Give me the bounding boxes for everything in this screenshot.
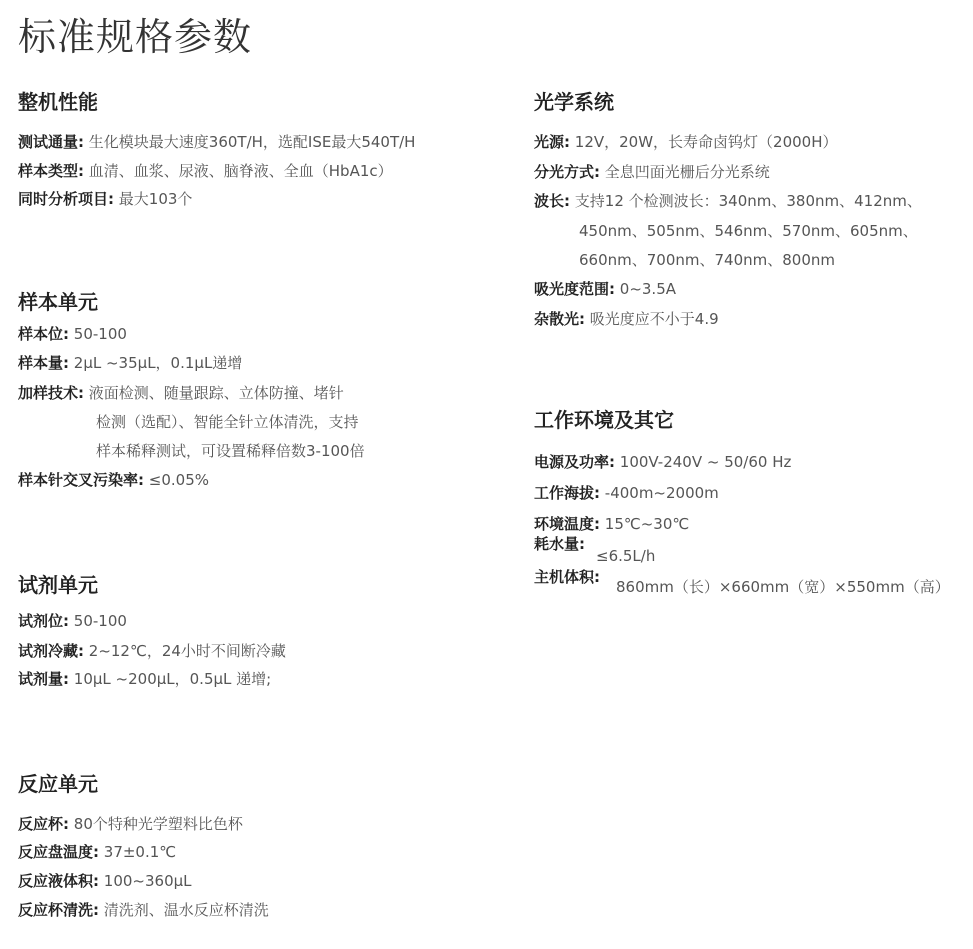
spec-key: 吸光度范围: (534, 280, 615, 298)
section-reagent (18, 571, 488, 691)
spec-key: 样本类型: (18, 162, 84, 180)
spec-value: 最大103个 (118, 190, 193, 208)
spec-key: 光源: (534, 133, 570, 151)
spec-row-pipetting-tech (18, 382, 344, 404)
spec-key: 测试通量: (18, 133, 84, 151)
spec-value: 吸光度应不小于4.9 (589, 310, 719, 328)
spec-row-altitude (534, 482, 719, 504)
spec-value: 生化模块最大速度360T/H，选配ISE最大540T/H (88, 133, 416, 151)
spec-key: 工作海拔: (534, 484, 600, 502)
spec-dimensions-value: 860mm（长）×660mm（宽）×550mm（高） (616, 578, 950, 596)
spec-key: 主机体积: (534, 568, 600, 586)
spec-key: 电源及功率: (534, 453, 615, 471)
section-title: 试剂单元 (18, 573, 98, 597)
section-environment (534, 406, 970, 606)
spec-value: 清洗剂、温水反应杯清洗 (103, 901, 269, 919)
spec-row-sample-types (18, 160, 393, 182)
section-reaction (18, 770, 488, 930)
spec-water-consumption-value: ≤6.5L/h (596, 547, 656, 565)
spec-value: 液面检测、随量跟踪、立体防撞、堵针 (88, 384, 344, 402)
section-title: 整机性能 (18, 90, 98, 114)
spec-key: 反应盘温度: (18, 843, 99, 861)
spec-value: 血清、血浆、尿液、脑脊液、全血（HbA1c） (88, 162, 393, 180)
spec-value: 0~3.5A (619, 280, 677, 298)
spec-key: 试剂位: (18, 612, 69, 630)
spec-key: 环境温度: (534, 515, 600, 533)
spec-value: 15℃~30℃ (604, 515, 690, 533)
spec-row-sample-positions (18, 323, 127, 345)
spec-row-power (534, 451, 791, 473)
section-optics (534, 88, 954, 338)
spec-key: 耗水量: (534, 535, 585, 553)
spec-value: ≤0.05% (148, 471, 210, 489)
spec-continuation: 450nm、505nm、546nm、570nm、605nm、 (579, 222, 918, 240)
spec-row-water-consumption-key (534, 533, 585, 555)
spec-value: -400m~2000m (604, 484, 719, 502)
section-title: 工作环境及其它 (534, 408, 674, 432)
spec-value: 2~12℃，24小时不间断冷藏 (88, 642, 286, 660)
spec-value: 37±0.1℃ (103, 843, 177, 861)
spec-row-reagent-volume (18, 668, 271, 690)
spec-row-reagent-cooling (18, 640, 286, 662)
section-title: 反应单元 (18, 772, 98, 796)
spec-continuation: 样本稀释测试，可设置稀释倍数3-100倍 (96, 442, 365, 460)
spec-row-disk-temperature (18, 841, 176, 863)
section-title: 样本单元 (18, 290, 98, 314)
spec-key: 试剂量: (18, 670, 69, 688)
spec-row-ambient-temperature (534, 513, 689, 535)
spec-continuation: 检测（选配）、智能全针立体清洗，支持 (96, 413, 359, 431)
spec-value: 80个特种光学塑料比色杯 (73, 815, 243, 833)
spec-row-absorbance-range (534, 278, 676, 300)
spec-value: 2μL ~35μL，0.1μL递增 (73, 354, 243, 372)
spec-row-reaction-volume (18, 870, 192, 892)
spec-row-dimensions-key (534, 566, 600, 588)
spec-row-stray-light (534, 308, 719, 330)
spec-row-spectral-method (534, 161, 770, 183)
spec-row-cuvette (18, 813, 243, 835)
spec-row-sample-volume (18, 352, 242, 374)
spec-row-wavelength (534, 190, 922, 212)
spec-key: 波长: (534, 192, 570, 210)
spec-row-concurrent-items (18, 188, 192, 210)
spec-value: 支持12 个检测波长：340nm、380nm、412nm、 (574, 192, 922, 210)
spec-value: 全息凹面光栅后分光系统 (604, 163, 770, 181)
spec-value: 50-100 (73, 612, 127, 630)
spec-row-throughput (18, 131, 415, 153)
spec-row-cuvette-wash (18, 899, 269, 921)
spec-key: 反应杯清洗: (18, 901, 99, 919)
spec-row-reagent-positions (18, 610, 127, 632)
spec-key: 反应杯: (18, 815, 69, 833)
spec-key: 分光方式: (534, 163, 600, 181)
section-performance (18, 88, 488, 208)
spec-value: 50-100 (73, 325, 127, 343)
spec-key: 加样技术: (18, 384, 84, 402)
section-sample (18, 288, 488, 498)
spec-key: 同时分析项目: (18, 190, 114, 208)
spec-row-carryover (18, 469, 209, 491)
spec-value: 12V，20W，长寿命卤钨灯（2000H） (574, 133, 838, 151)
spec-key: 反应液体积: (18, 872, 99, 890)
spec-value: 100~360μL (103, 872, 192, 890)
section-title: 光学系统 (534, 90, 614, 114)
spec-key: 样本位: (18, 325, 69, 343)
spec-value: 100V-240V ~ 50/60 Hz (619, 453, 792, 471)
spec-key: 试剂冷藏: (18, 642, 84, 660)
spec-value: 10μL ~200μL，0.5μL 递增; (73, 670, 272, 688)
spec-key: 杂散光: (534, 310, 585, 328)
spec-key: 样本针交叉污染率: (18, 471, 144, 489)
page-title: 标准规格参数 (18, 15, 253, 59)
spec-row-light-source (534, 131, 838, 153)
spec-key: 样本量: (18, 354, 69, 372)
spec-continuation: 660nm、700nm、740nm、800nm (579, 251, 835, 269)
